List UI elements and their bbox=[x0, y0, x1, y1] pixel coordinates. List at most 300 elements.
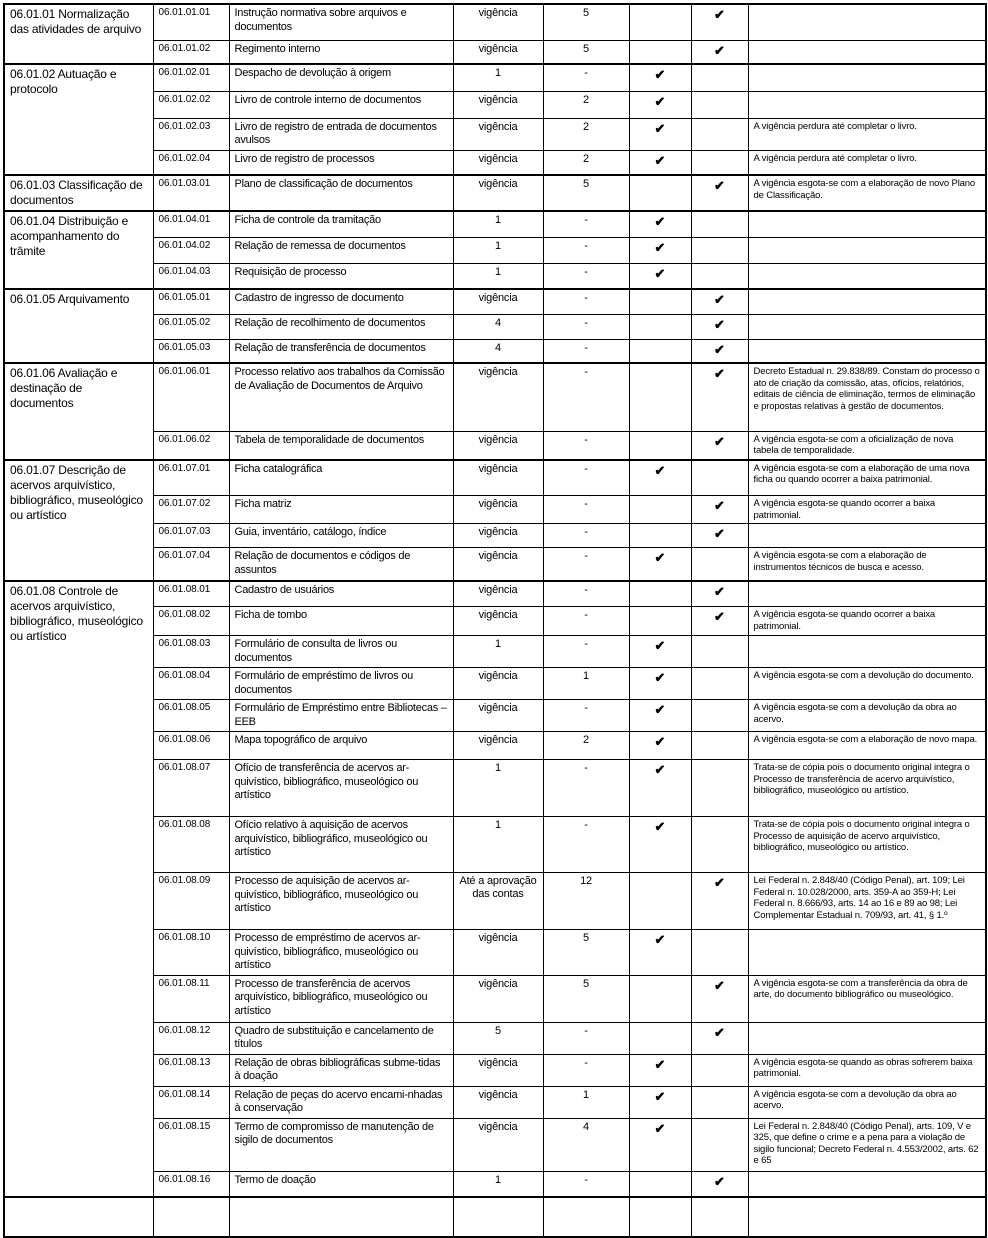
document-name-cell: Termo de compromisso de manutenção de sigilo de documentos bbox=[229, 1118, 453, 1171]
permanent-check-cell bbox=[691, 175, 748, 211]
elimination-check-cell bbox=[629, 40, 691, 64]
current-term-cell: 1 bbox=[453, 760, 543, 817]
document-name-cell: Processo de empréstimo de acervos ar-quivístico, bibliográfico, museológico ou artístico bbox=[229, 930, 453, 976]
check-icon: ✔ bbox=[654, 1120, 666, 1136]
item-code-cell: 06.01.08.16 bbox=[153, 1171, 229, 1197]
intermediate-term-cell: - bbox=[543, 460, 629, 496]
elimination-check-cell bbox=[629, 732, 691, 760]
item-code-cell: 06.01.01.02 bbox=[153, 40, 229, 64]
document-name-cell: Termo de doação bbox=[229, 1171, 453, 1197]
document-name-cell: Relação de remessa de documentos bbox=[229, 237, 453, 263]
item-code-cell: 06.01.08.15 bbox=[153, 1118, 229, 1171]
group-label-cell: 06.01.01 Normalização das atividades de arquivo bbox=[4, 4, 153, 64]
permanent-check-cell bbox=[691, 581, 748, 607]
elimination-check-cell bbox=[629, 460, 691, 496]
item-code-cell: 06.01.05.03 bbox=[153, 339, 229, 363]
permanent-check-cell bbox=[691, 40, 748, 64]
document-name-cell: Requisição de processo bbox=[229, 263, 453, 289]
current-term-cell: vigência bbox=[453, 431, 543, 460]
document-name-cell: Ofício relativo à aquisição de acervos arquivístico, bibliográfico, museológico ou artístico bbox=[229, 817, 453, 873]
observations-cell: A vigência esgota-se com a elaboração de instrumentos técnicos de busca e acesso. bbox=[748, 548, 986, 581]
elimination-check-cell bbox=[629, 1086, 691, 1118]
observations-cell: A vigência esgota-se com a elaboração de uma nova ficha ou quando ocorrer a baixa patrimonial. bbox=[748, 460, 986, 496]
item-code-cell: 06.01.05.02 bbox=[153, 314, 229, 339]
check-icon: ✔ bbox=[654, 1056, 666, 1072]
permanent-check-cell bbox=[691, 211, 748, 237]
intermediate-term-cell: 2 bbox=[543, 732, 629, 760]
check-icon: ✔ bbox=[654, 120, 666, 136]
permanent-check-cell bbox=[691, 1086, 748, 1118]
observations-cell: A vigência esgota-se com a devolução da obra ao acervo. bbox=[748, 1086, 986, 1118]
check-icon: ✔ bbox=[714, 433, 725, 449]
observations-cell: A vigência esgota-se com a oficialização de nova tabela de temporalidade. bbox=[748, 431, 986, 460]
current-term-cell: 1 bbox=[453, 1171, 543, 1197]
temporality-table bbox=[3, 3, 987, 1238]
check-icon: ✔ bbox=[714, 292, 725, 307]
document-name-cell: Relação de recolhimento de documentos bbox=[229, 314, 453, 339]
current-term-cell: 1 bbox=[453, 64, 543, 91]
document-name-cell: Relação de transferência de documentos bbox=[229, 339, 453, 363]
check-icon: ✔ bbox=[654, 1088, 666, 1104]
check-icon: ✔ bbox=[654, 638, 666, 653]
observations-cell: A vigência esgota-se quando ocorrer a baixa patrimonial. bbox=[748, 496, 986, 524]
intermediate-term-cell: - bbox=[543, 548, 629, 581]
observations-cell: A vigência esgota-se com a elaboração de novo Plano de Classificação. bbox=[748, 175, 986, 211]
permanent-check-cell bbox=[691, 150, 748, 175]
item-code-cell: 06.01.04.02 bbox=[153, 237, 229, 263]
intermediate-term-cell: 2 bbox=[543, 91, 629, 118]
intermediate-term-cell: - bbox=[543, 760, 629, 817]
group-label-cell: 06.01.06 Avaliação e destinação de documentos bbox=[4, 363, 153, 460]
item-code-cell: 06.01.02.03 bbox=[153, 118, 229, 150]
current-term-cell: 1 bbox=[453, 237, 543, 263]
group-label-cell: 06.01.04 Distribuição e acompanhamento do trâmite bbox=[4, 211, 153, 289]
records-table-body bbox=[4, 4, 986, 1237]
current-term-cell: vigência bbox=[453, 607, 543, 636]
document-name-cell: Despacho de devolução à origem bbox=[229, 64, 453, 91]
group-label-cell: 06.01.03 Classificação de documentos bbox=[4, 175, 153, 211]
current-term-cell: 4 bbox=[453, 314, 543, 339]
permanent-check-cell bbox=[691, 636, 748, 668]
observations-cell bbox=[748, 636, 986, 668]
current-term-cell: vigência bbox=[453, 548, 543, 581]
current-term-cell: vigência bbox=[453, 289, 543, 314]
check-icon: ✔ bbox=[654, 93, 666, 109]
table-row bbox=[4, 4, 986, 40]
elimination-check-cell bbox=[629, 524, 691, 548]
current-term-cell: 1 bbox=[453, 817, 543, 873]
item-code-cell: 06.01.07.04 bbox=[153, 548, 229, 581]
observations-cell bbox=[748, 1022, 986, 1054]
observations-cell bbox=[748, 289, 986, 314]
check-icon: ✔ bbox=[714, 875, 725, 890]
current-term-cell: vigência bbox=[453, 496, 543, 524]
elimination-check-cell bbox=[629, 211, 691, 237]
elimination-check-cell bbox=[629, 817, 691, 873]
document-name-cell: Ofício de transferência de acervos ar-quivístico, bibliográfico, museológico ou artístico bbox=[229, 760, 453, 817]
elimination-check-cell bbox=[629, 1171, 691, 1197]
item-code-cell: 06.01.08.02 bbox=[153, 607, 229, 636]
item-code-cell: 06.01.07.03 bbox=[153, 524, 229, 548]
elimination-check-cell bbox=[629, 548, 691, 581]
item-code-cell: 06.01.02.04 bbox=[153, 150, 229, 175]
current-term-cell: vigência bbox=[453, 581, 543, 607]
permanent-check-cell bbox=[691, 431, 748, 460]
elimination-check-cell bbox=[629, 263, 691, 289]
document-name-cell: Mapa topográfico de arquivo bbox=[229, 732, 453, 760]
elimination-check-cell bbox=[629, 314, 691, 339]
observations-cell bbox=[748, 40, 986, 64]
document-name-cell: Ficha catalográfica bbox=[229, 460, 453, 496]
permanent-check-cell bbox=[691, 732, 748, 760]
observations-cell bbox=[748, 4, 986, 40]
item-code-cell: 06.01.06.01 bbox=[153, 363, 229, 431]
item-code-cell: 06.01.08.08 bbox=[153, 817, 229, 873]
item-code-cell: 06.01.06.02 bbox=[153, 431, 229, 460]
intermediate-term-cell: 5 bbox=[543, 40, 629, 64]
current-term-cell: vigência bbox=[453, 40, 543, 64]
document-name-cell: Relação de documentos e códigos de assuntos bbox=[229, 548, 453, 581]
intermediate-term-cell: 5 bbox=[543, 4, 629, 40]
permanent-check-cell bbox=[691, 4, 748, 40]
current-term-cell: vigência bbox=[453, 975, 543, 1022]
elimination-check-cell bbox=[629, 607, 691, 636]
intermediate-term-cell: - bbox=[543, 636, 629, 668]
item-code-cell: 06.01.08.13 bbox=[153, 1054, 229, 1086]
intermediate-term-cell: - bbox=[543, 1022, 629, 1054]
observations-cell bbox=[748, 211, 986, 237]
check-icon: ✔ bbox=[654, 762, 666, 777]
observations-cell bbox=[748, 263, 986, 289]
elimination-check-cell bbox=[629, 118, 691, 150]
observations-cell: Lei Federal n. 2.848/40 (Código Penal), arts. 109, V e 325, que define o crime e a pena para a violação de sigilo funcional; Decreto Federal n. 4.553/2002, arts. 62 e 65 bbox=[748, 1118, 986, 1171]
elimination-check-cell bbox=[629, 64, 691, 91]
check-icon: ✔ bbox=[654, 67, 666, 82]
permanent-check-cell bbox=[691, 118, 748, 150]
check-icon: ✔ bbox=[654, 462, 666, 478]
observations-cell: Decreto Estadual n. 29.838/89. Constam do processo o ato de criação da comissão, atas, ofícios, relatórios, editais de ciência de eliminação, termos de eliminação e propostas relativas à gestão de documentos. bbox=[748, 363, 986, 431]
item-code-cell: 06.01.08.07 bbox=[153, 760, 229, 817]
document-name-cell: Relação de peças do acervo encami-nhadas à conservação bbox=[229, 1086, 453, 1118]
current-term-cell: vigência bbox=[453, 524, 543, 548]
elimination-check-cell bbox=[629, 363, 691, 431]
check-icon: ✔ bbox=[654, 734, 666, 749]
intermediate-term-cell: - bbox=[543, 496, 629, 524]
observations-cell: A vigência perdura até completar o livro. bbox=[748, 118, 986, 150]
elimination-check-cell bbox=[629, 289, 691, 314]
observations-cell bbox=[748, 524, 986, 548]
check-icon: ✔ bbox=[714, 583, 725, 599]
document-name-cell: Cadastro de usuários bbox=[229, 581, 453, 607]
observations-cell: A vigência esgota-se com a transferência da obra de arte, do documento bibliográfico ou museológico. bbox=[748, 975, 986, 1022]
permanent-check-cell bbox=[691, 548, 748, 581]
current-term-cell: vigência bbox=[453, 1054, 543, 1086]
observations-cell: A vigência esgota-se quando as obras sofrerem baixa patrimonial. bbox=[748, 1054, 986, 1086]
document-name-cell: Formulário de empréstimo de livros ou documentos bbox=[229, 668, 453, 700]
current-term-cell: 5 bbox=[453, 1022, 543, 1054]
table-row bbox=[4, 460, 986, 496]
elimination-check-cell bbox=[629, 339, 691, 363]
current-term-cell: vigência bbox=[453, 460, 543, 496]
document-name-cell: Regimento interno bbox=[229, 40, 453, 64]
group-label-cell: 06.01.07 Descrição de acervos arquivístico, bibliográfico, museológico ou artístico bbox=[4, 460, 153, 581]
observations-cell: A vigência esgota-se quando ocorrer a baixa patrimonial. bbox=[748, 607, 986, 636]
permanent-check-cell bbox=[691, 91, 748, 118]
observations-cell bbox=[748, 581, 986, 607]
check-icon: ✔ bbox=[714, 526, 725, 541]
table-row bbox=[4, 211, 986, 237]
elimination-check-cell bbox=[629, 431, 691, 460]
check-icon: ✔ bbox=[714, 341, 725, 357]
observations-cell: Trata-se de cópia pois o documento original integra o Processo de transferência de acervo arquivístico, bibliográfico, museológico ou artístico. bbox=[748, 760, 986, 817]
item-code-cell: 06.01.08.03 bbox=[153, 636, 229, 668]
item-code-cell: 06.01.04.01 bbox=[153, 211, 229, 237]
document-name-cell: Plano de classificação de documentos bbox=[229, 175, 453, 211]
current-term-cell: vigência bbox=[453, 1118, 543, 1171]
intermediate-term-cell: - bbox=[543, 339, 629, 363]
table-row bbox=[4, 581, 986, 607]
document-name-cell: Ficha de controle da tramitação bbox=[229, 211, 453, 237]
elimination-check-cell bbox=[629, 237, 691, 263]
observations-cell bbox=[748, 237, 986, 263]
permanent-check-cell bbox=[691, 760, 748, 817]
item-code-cell: 06.01.07.02 bbox=[153, 496, 229, 524]
observations-cell bbox=[748, 1171, 986, 1197]
document-name-cell: Formulário de Empréstimo entre Bibliotecas – EEB bbox=[229, 700, 453, 732]
permanent-check-cell bbox=[691, 873, 748, 930]
check-icon: ✔ bbox=[654, 152, 666, 168]
permanent-check-cell bbox=[691, 1022, 748, 1054]
permanent-check-cell bbox=[691, 524, 748, 548]
check-icon: ✔ bbox=[714, 178, 725, 193]
elimination-check-cell bbox=[629, 873, 691, 930]
document-name-cell: Livro de registro de entrada de documentos avulsos bbox=[229, 118, 453, 150]
item-code-cell: 06.01.04.03 bbox=[153, 263, 229, 289]
table-row bbox=[4, 1197, 986, 1237]
check-icon: ✔ bbox=[714, 977, 725, 993]
observations-cell bbox=[748, 91, 986, 118]
intermediate-term-cell: 4 bbox=[543, 1118, 629, 1171]
check-icon: ✔ bbox=[654, 932, 666, 947]
item-code-cell: 06.01.08.05 bbox=[153, 700, 229, 732]
item-code-cell: 06.01.03.01 bbox=[153, 175, 229, 211]
intermediate-term-cell: - bbox=[543, 289, 629, 314]
current-term-cell: vigência bbox=[453, 363, 543, 431]
elimination-check-cell bbox=[629, 4, 691, 40]
intermediate-term-cell: - bbox=[543, 263, 629, 289]
intermediate-term-cell: 2 bbox=[543, 118, 629, 150]
permanent-check-cell bbox=[691, 700, 748, 732]
check-icon: ✔ bbox=[654, 670, 666, 685]
intermediate-term-cell: 2 bbox=[543, 150, 629, 175]
check-icon: ✔ bbox=[654, 214, 666, 229]
check-icon: ✔ bbox=[654, 819, 666, 834]
check-icon: ✔ bbox=[714, 316, 725, 332]
document-name-cell: Processo de transferência de acervos arquivístico, bibliográfico, museológico ou artístico bbox=[229, 975, 453, 1022]
observations-cell: A vigência esgota-se com a devolução do documento. bbox=[748, 668, 986, 700]
current-term-cell: Até a aprovação das contas bbox=[453, 873, 543, 930]
intermediate-term-cell: - bbox=[543, 581, 629, 607]
table-row bbox=[4, 289, 986, 314]
elimination-check-cell bbox=[629, 975, 691, 1022]
group-label-cell: 06.01.02 Autuação e protocolo bbox=[4, 64, 153, 175]
elimination-check-cell bbox=[629, 496, 691, 524]
permanent-check-cell bbox=[691, 1118, 748, 1171]
permanent-check-cell bbox=[691, 460, 748, 496]
permanent-check-cell bbox=[691, 668, 748, 700]
document-name-cell: Guia, inventário, catálogo, índice bbox=[229, 524, 453, 548]
elimination-check-cell bbox=[629, 636, 691, 668]
document-name-cell: Quadro de substituição e cancelamento de títulos bbox=[229, 1022, 453, 1054]
elimination-check-cell bbox=[629, 91, 691, 118]
intermediate-term-cell: - bbox=[543, 524, 629, 548]
check-icon: ✔ bbox=[654, 239, 666, 255]
intermediate-term-cell: 5 bbox=[543, 975, 629, 1022]
elimination-check-cell bbox=[629, 668, 691, 700]
current-term-cell: vigência bbox=[453, 175, 543, 211]
item-code-cell: 06.01.08.09 bbox=[153, 873, 229, 930]
intermediate-term-cell: - bbox=[543, 237, 629, 263]
observations-cell: A vigência perdura até completar o livro. bbox=[748, 150, 986, 175]
intermediate-term-cell: 12 bbox=[543, 873, 629, 930]
observations-cell: Lei Federal n. 2.848/40 (Código Penal), art. 109; Lei Federal n. 10.028/2000, arts. 359-A ao 359-H; Lei Federal n. 8.666/93, arts. 14 ao 16 e 89 ao 98; Lei Complementar Estadual n. 709/93, art. 41, § 1.º bbox=[748, 873, 986, 930]
current-term-cell: vigência bbox=[453, 732, 543, 760]
item-code-cell: 06.01.07.01 bbox=[153, 460, 229, 496]
item-code-cell: 06.01.08.04 bbox=[153, 668, 229, 700]
item-code-cell: 06.01.08.14 bbox=[153, 1086, 229, 1118]
document-name-cell: Processo de aquisição de acervos ar-quivístico, bibliográfico, museológico ou artístico bbox=[229, 873, 453, 930]
current-term-cell: vigência bbox=[453, 700, 543, 732]
check-icon: ✔ bbox=[654, 265, 666, 281]
table-row bbox=[4, 363, 986, 431]
permanent-check-cell bbox=[691, 817, 748, 873]
elimination-check-cell bbox=[629, 700, 691, 732]
intermediate-term-cell: - bbox=[543, 700, 629, 732]
document-name-cell: Processo relativo aos trabalhos da Comissão de Avaliação de Documentos de Arquivo bbox=[229, 363, 453, 431]
intermediate-term-cell: 1 bbox=[543, 668, 629, 700]
item-code-cell: 06.01.01.01 bbox=[153, 4, 229, 40]
current-term-cell bbox=[453, 1197, 543, 1237]
intermediate-term-cell: 5 bbox=[543, 175, 629, 211]
intermediate-term-cell: - bbox=[543, 211, 629, 237]
permanent-check-cell bbox=[691, 607, 748, 636]
permanent-check-cell bbox=[691, 975, 748, 1022]
item-code-cell: 06.01.05.01 bbox=[153, 289, 229, 314]
check-icon: ✔ bbox=[654, 550, 666, 565]
intermediate-term-cell: - bbox=[543, 314, 629, 339]
permanent-check-cell bbox=[691, 339, 748, 363]
permanent-check-cell bbox=[691, 64, 748, 91]
elimination-check-cell bbox=[629, 930, 691, 976]
document-name-cell: Cadastro de ingresso de documento bbox=[229, 289, 453, 314]
permanent-check-cell bbox=[691, 1197, 748, 1237]
current-term-cell: vigência bbox=[453, 668, 543, 700]
observations-cell: A vigência esgota-se com a elaboração de novo mapa. bbox=[748, 732, 986, 760]
observations-cell bbox=[748, 930, 986, 976]
observations-cell bbox=[748, 314, 986, 339]
permanent-check-cell bbox=[691, 496, 748, 524]
intermediate-term-cell: - bbox=[543, 363, 629, 431]
document-name-cell bbox=[229, 1197, 453, 1237]
check-icon: ✔ bbox=[714, 1173, 725, 1189]
permanent-check-cell bbox=[691, 263, 748, 289]
item-code-cell: 06.01.02.01 bbox=[153, 64, 229, 91]
intermediate-term-cell: 1 bbox=[543, 1086, 629, 1118]
check-icon: ✔ bbox=[714, 42, 725, 58]
intermediate-term-cell: - bbox=[543, 1171, 629, 1197]
current-term-cell: vigência bbox=[453, 1086, 543, 1118]
check-icon: ✔ bbox=[714, 7, 725, 22]
observations-cell bbox=[748, 1197, 986, 1237]
current-term-cell: 1 bbox=[453, 263, 543, 289]
intermediate-term-cell: - bbox=[543, 64, 629, 91]
current-term-cell: 1 bbox=[453, 636, 543, 668]
intermediate-term-cell: - bbox=[543, 431, 629, 460]
item-code-cell: 06.01.08.10 bbox=[153, 930, 229, 976]
intermediate-term-cell: - bbox=[543, 607, 629, 636]
item-code-cell: 06.01.08.06 bbox=[153, 732, 229, 760]
intermediate-term-cell bbox=[543, 1197, 629, 1237]
document-name-cell: Ficha de tombo bbox=[229, 607, 453, 636]
check-icon: ✔ bbox=[714, 366, 725, 381]
elimination-check-cell bbox=[629, 1054, 691, 1086]
intermediate-term-cell: - bbox=[543, 1054, 629, 1086]
table-row bbox=[4, 175, 986, 211]
observations-cell: Trata-se de cópia pois o documento original integra o Processo de aquisição de acervo arquivístico, bibliográfico, museológico ou artístico. bbox=[748, 817, 986, 873]
elimination-check-cell bbox=[629, 1197, 691, 1237]
elimination-check-cell bbox=[629, 1022, 691, 1054]
item-code-cell bbox=[153, 1197, 229, 1237]
permanent-check-cell bbox=[691, 930, 748, 976]
elimination-check-cell bbox=[629, 1118, 691, 1171]
item-code-cell: 06.01.08.11 bbox=[153, 975, 229, 1022]
permanent-check-cell bbox=[691, 314, 748, 339]
item-code-cell: 06.01.08.01 bbox=[153, 581, 229, 607]
check-icon: ✔ bbox=[714, 609, 725, 624]
group-label-cell: 06.01.05 Arquivamento bbox=[4, 289, 153, 363]
current-term-cell: vigência bbox=[453, 930, 543, 976]
observations-cell: A vigência esgota-se com a devolução da obra ao acervo. bbox=[748, 700, 986, 732]
group-label-cell: 06.01.08 Controle de acervos arquivístico, bibliográfico, museológico ou artístico bbox=[4, 581, 153, 1198]
current-term-cell: 1 bbox=[453, 211, 543, 237]
permanent-check-cell bbox=[691, 237, 748, 263]
document-name-cell: Instrução normativa sobre arquivos e documentos bbox=[229, 4, 453, 40]
current-term-cell: 4 bbox=[453, 339, 543, 363]
document-name-cell: Livro de registro de processos bbox=[229, 150, 453, 175]
permanent-check-cell bbox=[691, 1171, 748, 1197]
elimination-check-cell bbox=[629, 175, 691, 211]
permanent-check-cell bbox=[691, 1054, 748, 1086]
current-term-cell: vigência bbox=[453, 150, 543, 175]
document-name-cell: Tabela de temporalidade de documentos bbox=[229, 431, 453, 460]
observations-cell bbox=[748, 339, 986, 363]
document-name-cell: Formulário de consulta de livros ou documentos bbox=[229, 636, 453, 668]
elimination-check-cell bbox=[629, 760, 691, 817]
document-name-cell: Ficha matriz bbox=[229, 496, 453, 524]
current-term-cell: vigência bbox=[453, 91, 543, 118]
check-icon: ✔ bbox=[654, 702, 666, 717]
document-name-cell: Livro de controle interno de documentos bbox=[229, 91, 453, 118]
current-term-cell: vigência bbox=[453, 118, 543, 150]
group-label-cell bbox=[4, 1197, 153, 1237]
intermediate-term-cell: - bbox=[543, 817, 629, 873]
item-code-cell: 06.01.02.02 bbox=[153, 91, 229, 118]
observations-cell bbox=[748, 64, 986, 91]
elimination-check-cell bbox=[629, 150, 691, 175]
item-code-cell: 06.01.08.12 bbox=[153, 1022, 229, 1054]
current-term-cell: vigência bbox=[453, 4, 543, 40]
permanent-check-cell bbox=[691, 363, 748, 431]
